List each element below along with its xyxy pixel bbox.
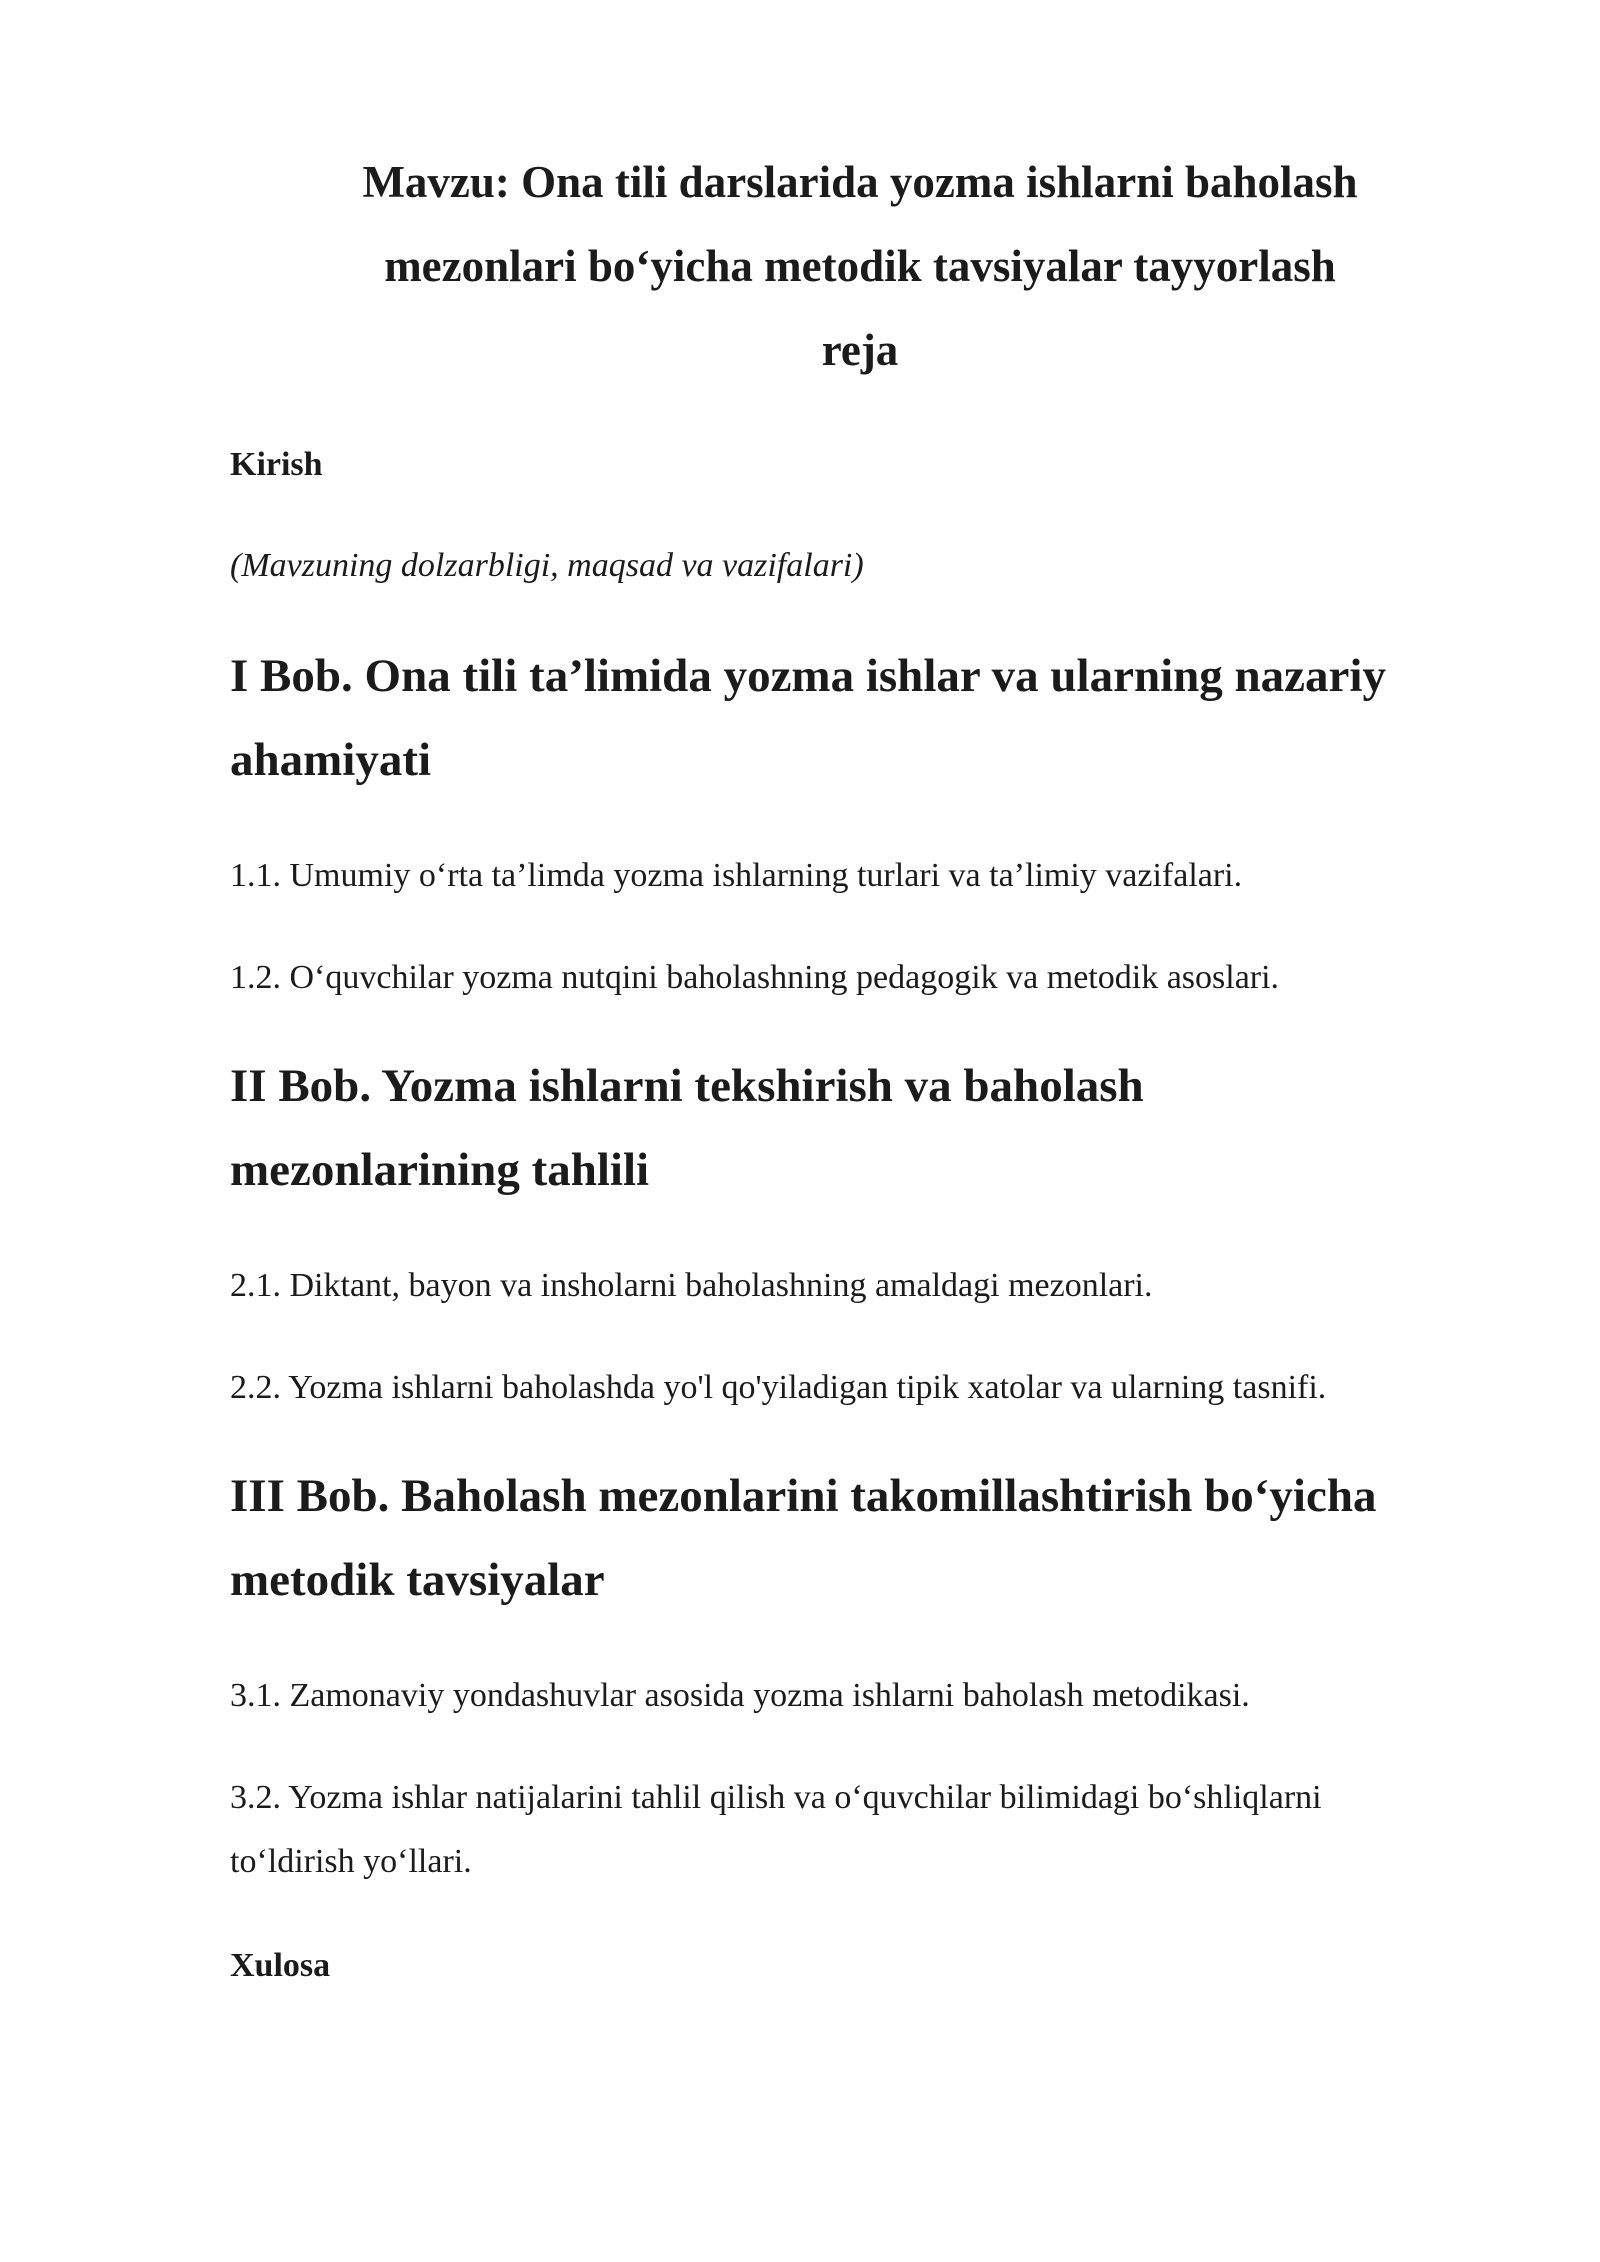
chapter-3-heading-line-2: metodik tavsiyalar xyxy=(230,1554,605,1606)
chapter-1-heading-line-2: ahamiyati xyxy=(230,734,432,786)
chapter-2-heading-line-2: mezonlarining tahlili xyxy=(230,1144,650,1196)
section-2-2-text: 2.2. Yozma ishlarni baholashda yo'l qo'yiladigan tipik xatolar va ularning tasnifi. xyxy=(230,1369,1327,1406)
title-line-3: reja xyxy=(821,325,899,375)
section-2-1-text: 2.1. Diktant, bayon va insholarni baholashning amaldagi mezonlari. xyxy=(230,1267,1153,1304)
chapter-1-heading xyxy=(230,634,1490,802)
section-1-1 xyxy=(230,844,1490,908)
chapter-1-heading-line-1: I Bob. Ona tili ta’limida yozma ishlar va ularning nazariy xyxy=(230,650,1386,702)
section-2-2 xyxy=(230,1356,1490,1420)
title-line-1: Mavzu: Ona tili darslarida yozma ishlarni baholash xyxy=(362,157,1358,207)
document-title xyxy=(300,140,1420,392)
section-3-1 xyxy=(230,1664,1490,1728)
section-1-2 xyxy=(230,946,1490,1010)
chapter-2-heading xyxy=(230,1044,1490,1212)
section-1-2-text: 1.2. O‘quvchilar yozma nutqini baholashning pedagogik va metodik asoslari. xyxy=(230,959,1280,996)
conclusion-heading: Xulosa xyxy=(230,1947,331,1984)
section-3-2-text-line-2: to‘ldirish yo‘llari. xyxy=(230,1843,472,1880)
chapter-2-heading-line-1: II Bob. Yozma ishlarni tekshirish va baholash xyxy=(230,1060,1144,1112)
intro-heading: Kirish xyxy=(230,446,323,483)
section-3-1-text: 3.1. Zamonaviy yondashuvlar asosida yozma ishlarni baholash metodikasi. xyxy=(230,1677,1250,1714)
section-3-2 xyxy=(230,1766,1490,1894)
section-3-2-text-line-1: 3.2. Yozma ishlar natijalarini tahlil qilish va o‘quvchilar bilimidagi bo‘shliqlarni xyxy=(230,1779,1322,1816)
intro-note: (Mavzuning dolzarbligi, maqsad va vazifalari) xyxy=(230,547,864,584)
chapter-3-heading xyxy=(230,1454,1490,1622)
section-2-1 xyxy=(230,1254,1490,1318)
title-line-2: mezonlari bo‘yicha metodik tavsiyalar tayyorlash xyxy=(384,241,1336,291)
section-1-1-text: 1.1. Umumiy o‘rta ta’limda yozma ishlarning turlari va ta’limiy vazifalari. xyxy=(230,857,1243,894)
chapter-3-heading-line-1: III Bob. Baholash mezonlarini takomillashtirish bo‘yicha xyxy=(230,1470,1377,1522)
